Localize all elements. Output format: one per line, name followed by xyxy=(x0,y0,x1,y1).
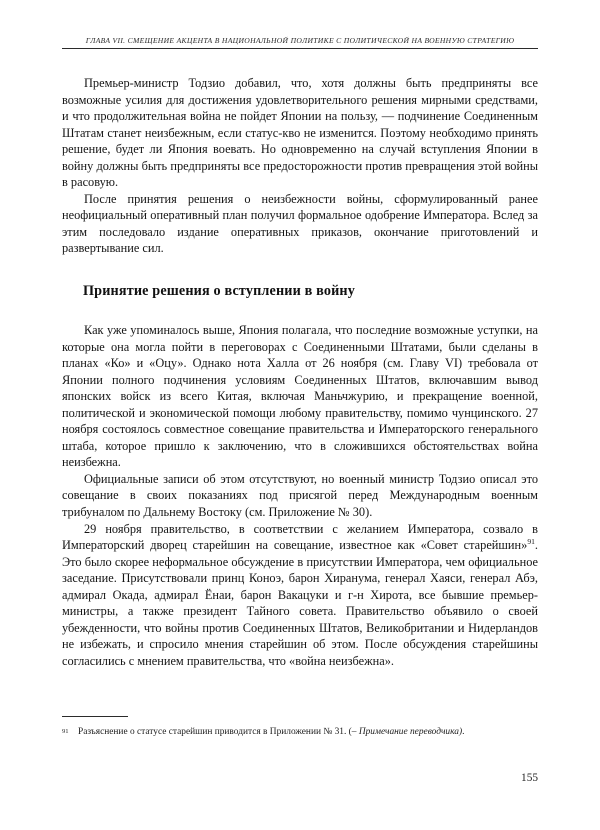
text-column xyxy=(62,75,538,670)
heading-spacer-below xyxy=(62,300,538,322)
paragraph-council-part-a: 29 ноября правительство, в соответствии с желанием Императора, созвало в Императорский дворец старейшин на совещание, известное как «Совет старейшин» xyxy=(62,521,538,553)
footnote-91 xyxy=(62,726,538,739)
running-head xyxy=(62,35,538,49)
running-head-rule xyxy=(62,48,538,49)
paragraph-operational-plan: После принятия решения о неизбежности войны, сформулированный ранее неофициальный оперативный план получил формальное одобрение Императора. Вслед за этим последовало издание оперативных приказов, окончание приготовлений и развертывание сил. xyxy=(62,191,538,256)
paragraph-no-official-records: Официальные записи об этом отсутствуют, но военный министр Тодзио описал это совещание в своих показаниях под присягой перед Международным военным трибуналом по Дальнему Востоку (см. Приложение № 30). xyxy=(62,471,538,520)
paragraph-tojo-added: Премьер-министр Тодзио добавил, что, хотя должны быть предприняты все возможные усилия для достижения удовлетворительного решения мирными средствами, и что продолжительная война не пойдет Японии на пользу, — подчинение Соединенным Штатам станет неизбежным, если статус-кво не изменится. Поэтому необходимо принять решение, будет ли Япония воевать. Но одновременно на случай вступления Японии в войну должны быть предприняты все предосторожности против превращения этой войны в расовую. xyxy=(62,76,538,190)
footnote-text-trailing: . xyxy=(462,727,465,737)
running-head-text: ГЛАВА VII. СМЕЩЕНИЕ АКЦЕНТА В НАЦИОНАЛЬНОЙ ПОЛИТИКЕ С ПОЛИТИЧЕСКОЙ НА ВОЕННУЮ СТРАТЕГИЮ xyxy=(85,36,515,45)
heading-spacer-above xyxy=(62,257,538,282)
page-number: 155 xyxy=(521,772,538,784)
footnote-block xyxy=(62,716,538,739)
footnote-marker: 91 xyxy=(62,728,69,735)
paragraph-council-part-b: . Это было скорее неформальное обсуждение в присутствии Императора, чем официальное заседание. Присутствовали принц Коноэ, барон Хиранума, генерал Хаяси, генерал Абэ, адмирал Окада, адмирал Ёнаи, барон Вакацуки и г-н Хирота, все бывшие премьер-министры, а также президент Тайного совета. Правительство объявило о своей убежденности, что войны против Соединенных Штатов, Великобритании и Нидерландов не избежать, и спросило мнения старейшин об этом. После обсуждения старейшины согласились с мнением правительства, что «война неизбежна». xyxy=(62,538,538,668)
paragraph-council-of-elders xyxy=(62,521,538,670)
paragraph-hull-note: Как уже упоминалось выше, Япония полагала, что последние возможные уступки, на которые она могла пойти в переговорах с Соединенными Штатами, были сделаны в планах «Ко» и «Оцу». Однако нота Халла от 26 ноября (см. Главу VI) требовала от Японии полного подчинения условиям Соединенных Штатов, включавшим вывод японских войск из всего Китая, включая Маньчжурию, и прекращение военной, политической и экономической помощи любому правительству, помимо чунцинского. 27 ноября состоялось совместное совещание правительства и Императорского генерального штаба, которое пришло к заключению, что в сложившихся обстоятельствах война неизбежна. xyxy=(62,323,538,470)
footnote-reference-91[interactable]: 91 xyxy=(527,537,535,547)
section-heading: Принятие решения о вступлении в войну xyxy=(83,283,355,300)
footnote-text-italic: Примечание переводчика) xyxy=(358,727,463,737)
footnote-separator-rule xyxy=(62,716,128,717)
footnote-text-leading: Разъяснение о статусе старейшин приводится в Приложении № 31. (– xyxy=(78,727,359,737)
